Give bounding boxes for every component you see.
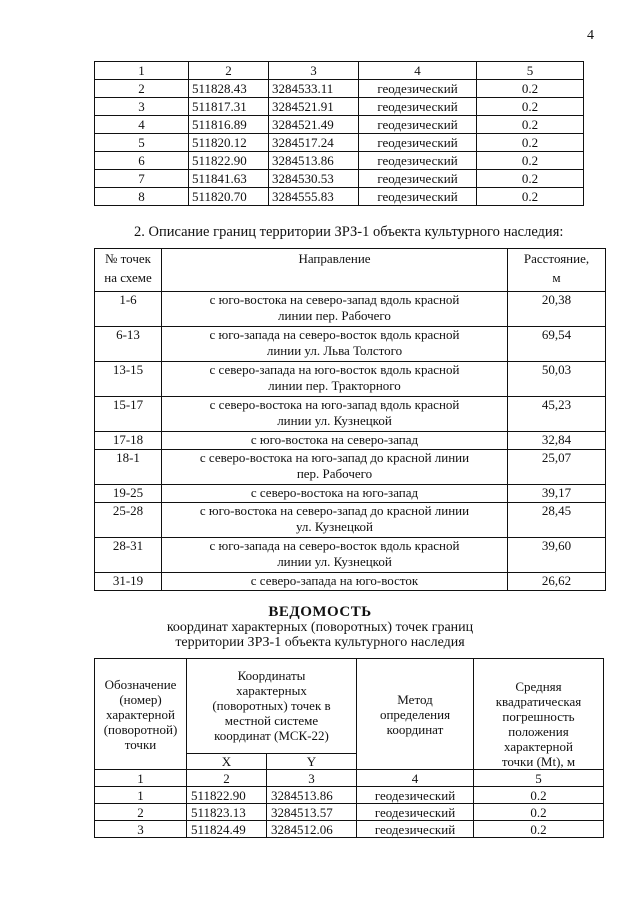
- y-coordinate-cell: 3284517.24: [269, 134, 359, 152]
- table-row: [95, 292, 606, 327]
- boundary-description-table: [94, 248, 606, 591]
- table-row: [95, 538, 606, 573]
- direction-line1: с северо-востока на юго-запад вдоль красной: [209, 397, 460, 412]
- header-y: Y: [267, 753, 357, 769]
- column-number: 5: [477, 62, 584, 80]
- x-coordinate-cell: 511816.89: [189, 116, 269, 134]
- direction-line2: линии пер. Рабочего: [278, 308, 391, 323]
- point-number-cell: 3: [95, 98, 189, 116]
- method-cell: геодезический: [359, 98, 477, 116]
- direction-line2: ул. Кузнецкой: [295, 519, 374, 534]
- point-number-cell: 7: [95, 170, 189, 188]
- table-row: [95, 134, 584, 152]
- header-coordinates-line: координат (МСК-22): [214, 728, 329, 744]
- column-number: 2: [189, 62, 269, 80]
- y-coordinate-cell: 3284555.83: [269, 188, 359, 206]
- header-error-line: Средняя: [515, 679, 562, 694]
- distance-cell: 20,38: [508, 292, 606, 327]
- header-designation-line: Обозначение: [104, 676, 177, 692]
- direction-line2: линии ул. Кузнецкой: [277, 554, 392, 569]
- header-method-line: координат: [386, 721, 444, 737]
- distance-cell: 69,54: [508, 327, 606, 362]
- method-cell: геодезический: [359, 80, 477, 98]
- error-cell: 0.2: [474, 787, 604, 804]
- header-method-line: определения: [379, 706, 451, 722]
- column-number: 1: [95, 770, 187, 787]
- direction-cell: [162, 397, 508, 432]
- method-cell: геодезический: [359, 116, 477, 134]
- direction-cell: [162, 450, 508, 485]
- method-cell: геодезический: [359, 152, 477, 170]
- distance-cell: 32,84: [508, 432, 606, 450]
- direction-line1: с юго-запада на северо-восток вдоль красной: [209, 538, 460, 553]
- distance-cell: 45,23: [508, 397, 606, 432]
- error-cell: 0.2: [474, 821, 604, 838]
- x-coordinate-cell: 511820.70: [189, 188, 269, 206]
- direction-cell: [162, 432, 508, 450]
- table-row: [95, 804, 604, 821]
- method-cell: геодезический: [359, 170, 477, 188]
- direction-line1: с северо-запада на юго-восток: [250, 573, 419, 588]
- header-points-line1: № точек: [105, 251, 151, 266]
- point-number-cell: 4: [95, 116, 189, 134]
- method-cell: геодезический: [359, 134, 477, 152]
- table-row: [95, 573, 606, 591]
- column-number: 3: [267, 770, 357, 787]
- header-x: X: [187, 753, 267, 769]
- y-coordinate-cell: 3284513.86: [267, 787, 357, 804]
- header-coordinates-line: местной системе: [224, 713, 319, 729]
- header-distance: [508, 249, 606, 292]
- direction-cell: [162, 573, 508, 591]
- direction-line2: линии пер. Тракторного: [268, 378, 401, 393]
- direction-line1: с северо-запада на юго-восток вдоль красной: [209, 362, 460, 377]
- error-cell: 0.2: [477, 116, 584, 134]
- x-coordinate-cell: 511824.49: [187, 821, 267, 838]
- coordinates-table-continued: [94, 61, 584, 206]
- header-designation: [95, 659, 187, 770]
- header-direction: [162, 249, 508, 292]
- y-coordinate-cell: 3284513.57: [267, 804, 357, 821]
- column-number: 4: [357, 770, 474, 787]
- points-cell: 25-28: [95, 503, 162, 538]
- y-coordinate-cell: 3284513.86: [269, 152, 359, 170]
- table-row: [95, 821, 604, 838]
- direction-cell: [162, 485, 508, 503]
- header-error-line: характерной: [504, 739, 573, 754]
- x-coordinate-cell: 511828.43: [189, 80, 269, 98]
- table-row: [95, 397, 606, 432]
- header-designation-line: точки: [124, 736, 157, 752]
- column-number: 2: [187, 770, 267, 787]
- vedomost-table: [94, 658, 604, 838]
- point-number-cell: 5: [95, 134, 189, 152]
- column-number: 3: [269, 62, 359, 80]
- method-cell: геодезический: [357, 821, 474, 838]
- point-number-cell: 3: [95, 821, 187, 838]
- distance-cell: 39,17: [508, 485, 606, 503]
- table-row: [95, 485, 606, 503]
- points-cell: 19-25: [95, 485, 162, 503]
- header-coordinates-line: (поворотных) точек в: [212, 698, 331, 714]
- header-error-line: квадратическая: [495, 694, 582, 709]
- distance-cell: 25,07: [508, 450, 606, 485]
- method-cell: геодезический: [359, 188, 477, 206]
- direction-cell: [162, 362, 508, 397]
- column-number-row: [95, 62, 584, 80]
- header-distance-line2: м: [552, 270, 561, 285]
- table-row: [95, 170, 584, 188]
- method-cell: геодезический: [357, 804, 474, 821]
- header-designation-line: характерной: [106, 706, 175, 722]
- header-coordinates-line: характерных: [236, 683, 307, 699]
- points-cell: 6-13: [95, 327, 162, 362]
- column-number: 1: [95, 62, 189, 80]
- header-error: [474, 659, 604, 770]
- y-coordinate-cell: 3284530.53: [269, 170, 359, 188]
- table-row: [95, 503, 606, 538]
- error-cell: 0.2: [477, 170, 584, 188]
- points-cell: 18-1: [95, 450, 162, 485]
- direction-line1: с юго-востока на северо-запад вдоль красной: [209, 292, 460, 307]
- x-coordinate-cell: 511823.13: [187, 804, 267, 821]
- table-row: [95, 116, 584, 134]
- direction-line1: с юго-востока на северо-запад до красной линии: [199, 503, 470, 518]
- table-row: [95, 152, 584, 170]
- header-row: [95, 249, 606, 292]
- vedomost-subtitle-line2: территории ЗРЗ-1 объекта культурного наследия: [175, 635, 465, 650]
- table-row: [95, 80, 584, 98]
- point-number-cell: 2: [95, 80, 189, 98]
- header-points-line2: на схеме: [104, 270, 152, 285]
- points-cell: 17-18: [95, 432, 162, 450]
- header-designation-line: (номер): [119, 691, 162, 707]
- point-number-cell: 2: [95, 804, 187, 821]
- points-cell: 1-6: [95, 292, 162, 327]
- x-coordinate-cell: 511822.90: [189, 152, 269, 170]
- header-points: [95, 249, 162, 292]
- y-coordinate-cell: 3284512.06: [267, 821, 357, 838]
- direction-cell: [162, 503, 508, 538]
- table-row: [95, 450, 606, 485]
- point-number-cell: 8: [95, 188, 189, 206]
- error-cell: 0.2: [477, 152, 584, 170]
- y-coordinate-cell: 3284533.11: [269, 80, 359, 98]
- header-distance-line1: Расстояние,: [523, 251, 590, 266]
- error-cell: 0.2: [477, 134, 584, 152]
- direction-line1: с юго-востока на северо-запад: [250, 432, 419, 447]
- table-row: [95, 98, 584, 116]
- direction-cell: [162, 538, 508, 573]
- method-cell: геодезический: [357, 787, 474, 804]
- distance-cell: 39,60: [508, 538, 606, 573]
- direction-line1: с северо-востока на юго-запад: [250, 485, 419, 500]
- x-coordinate-cell: 511841.63: [189, 170, 269, 188]
- header-designation-line: (поворотной): [103, 721, 178, 737]
- distance-cell: 28,45: [508, 503, 606, 538]
- points-cell: 31-19: [95, 573, 162, 591]
- direction-line2: линии ул. Кузнецкой: [277, 413, 392, 428]
- header-method-line: Метод: [397, 691, 433, 707]
- table-row: [95, 362, 606, 397]
- direction-line2: линии ул. Льва Толстого: [266, 343, 403, 358]
- header-coordinates-line: Координаты: [237, 668, 306, 684]
- direction-line1: с юго-запада на северо-восток вдоль красной: [209, 327, 460, 342]
- page-number: 4: [587, 28, 594, 43]
- point-number-cell: 6: [95, 152, 189, 170]
- distance-cell: 50,03: [508, 362, 606, 397]
- x-coordinate-cell: 511817.31: [189, 98, 269, 116]
- points-cell: 15-17: [95, 397, 162, 432]
- direction-line2: пер. Рабочего: [296, 466, 373, 481]
- header-error-line: положения: [508, 724, 569, 739]
- points-cell: 28-31: [95, 538, 162, 573]
- y-coordinate-cell: 3284521.91: [269, 98, 359, 116]
- x-coordinate-cell: 511822.90: [187, 787, 267, 804]
- column-number-row: [95, 770, 604, 787]
- x-coordinate-cell: 511820.12: [189, 134, 269, 152]
- column-number: 5: [474, 770, 604, 787]
- distance-cell: 26,62: [508, 573, 606, 591]
- error-cell: 0.2: [474, 804, 604, 821]
- error-cell: 0.2: [477, 80, 584, 98]
- error-cell: 0.2: [477, 188, 584, 206]
- y-coordinate-cell: 3284521.49: [269, 116, 359, 134]
- header-error-line: погрешность: [502, 709, 575, 724]
- column-number: 4: [359, 62, 477, 80]
- direction-line1: с северо-востока на юго-запад до красной линии: [199, 450, 470, 465]
- direction-cell: [162, 292, 508, 327]
- header-direction-label: Направление: [298, 251, 371, 266]
- header-method: [357, 659, 474, 770]
- table-row: [95, 787, 604, 804]
- header-coordinates: [187, 659, 357, 754]
- header-error-line: точки (Mt), м: [501, 754, 576, 769]
- header-row: [95, 659, 604, 754]
- vedomost-heading: ВЕДОМОСТЬ: [268, 604, 372, 620]
- table-row: [95, 327, 606, 362]
- direction-cell: [162, 327, 508, 362]
- vedomost-subtitle-line1: координат характерных (поворотных) точек границ: [166, 620, 474, 635]
- points-cell: 13-15: [95, 362, 162, 397]
- error-cell: 0.2: [477, 98, 584, 116]
- table-row: [95, 188, 584, 206]
- table-row: [95, 432, 606, 450]
- point-number-cell: 1: [95, 787, 187, 804]
- section-2-title: 2. Описание границ территории ЗРЗ-1 объекта культурного наследия:: [134, 224, 564, 240]
